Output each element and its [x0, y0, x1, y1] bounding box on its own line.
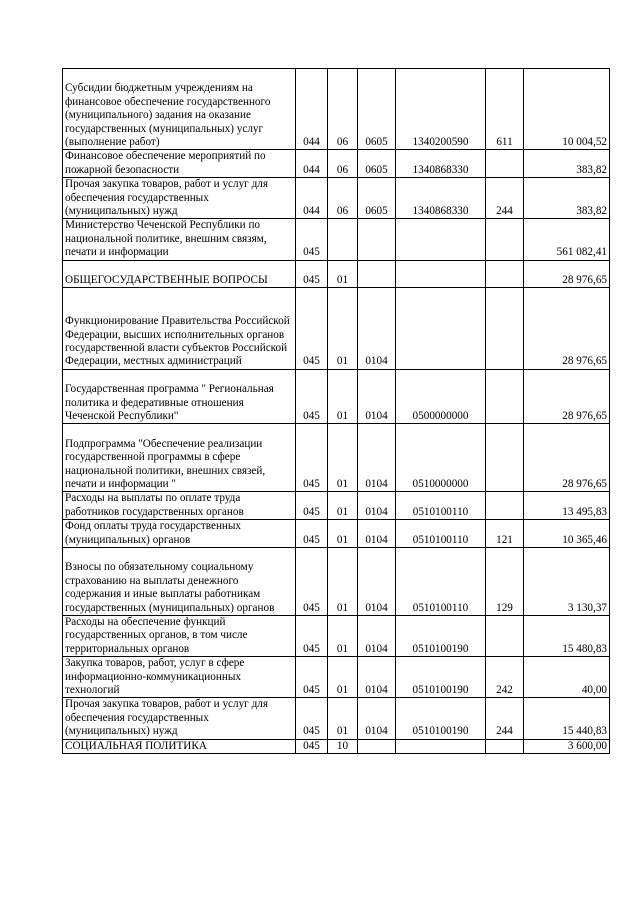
section-code-cell: 01: [328, 369, 358, 424]
table-row: [63, 178, 610, 219]
ministry-code-cell: 044: [296, 178, 328, 219]
table-row: [63, 657, 610, 698]
ministry-code-cell: 045: [296, 219, 328, 260]
target-article-cell: 1340868330: [396, 178, 486, 219]
ministry-code-cell: 045: [296, 548, 328, 616]
subsection-code-cell: 0104: [358, 616, 396, 657]
amount-cell: 28 976,65: [524, 288, 610, 369]
target-article-cell: [396, 219, 486, 260]
row-name-cell: Субсидии бюджетным учреждениям на финансовое обеспечение государственного (муниципального) задания на оказание государственных (муниципальных) услуг (выполнение работ): [63, 69, 296, 150]
target-article-cell: 0510100110: [396, 548, 486, 616]
table-row: [63, 219, 610, 260]
subsection-code-cell: 0104: [358, 548, 396, 616]
subsection-code-cell: 0605: [358, 150, 396, 178]
amount-cell: 28 976,65: [524, 369, 610, 424]
subsection-code-cell: 0104: [358, 288, 396, 369]
target-article-cell: 0510100190: [396, 657, 486, 698]
subsection-code-cell: [358, 219, 396, 260]
section-code-cell: 06: [328, 69, 358, 150]
expense-type-cell: [486, 616, 524, 657]
table-row: [63, 492, 610, 520]
row-name-cell: Функционирование Правительства Российской Федерации, высших исполнительных органов государственной власти субъектов Российской Федерации, местных администраций: [63, 288, 296, 369]
section-code-cell: 01: [328, 492, 358, 520]
amount-cell: 40,00: [524, 657, 610, 698]
subsection-code-cell: [358, 260, 396, 288]
expense-type-cell: [486, 260, 524, 288]
row-name-cell: Финансовое обеспечение мероприятий по пожарной безопасности: [63, 150, 296, 178]
table-row: [63, 520, 610, 548]
table-body: [63, 69, 610, 754]
table-row: [63, 260, 610, 288]
section-code-cell: 06: [328, 150, 358, 178]
row-name-cell: СОЦИАЛЬНАЯ ПОЛИТИКА: [63, 739, 296, 753]
row-name-cell: Взносы по обязательному социальному страхованию на выплаты денежного содержания и иные выплаты работникам государственных (муниципальных) органов: [63, 548, 296, 616]
budget-table: [62, 68, 610, 754]
section-code-cell: 01: [328, 288, 358, 369]
target-article-cell: [396, 288, 486, 369]
target-article-cell: 0500000000: [396, 369, 486, 424]
target-article-cell: [396, 739, 486, 753]
subsection-code-cell: 0605: [358, 178, 396, 219]
target-article-cell: 0510000000: [396, 424, 486, 492]
amount-cell: 383,82: [524, 150, 610, 178]
expense-type-cell: 244: [486, 178, 524, 219]
ministry-code-cell: 045: [296, 424, 328, 492]
expense-type-cell: [486, 739, 524, 753]
amount-cell: 3 600,00: [524, 739, 610, 753]
row-name-cell: Государственная программа " Региональная политика и федеративные отношения Чеченской Республики": [63, 369, 296, 424]
target-article-cell: 0510100110: [396, 492, 486, 520]
target-article-cell: 0510100190: [396, 698, 486, 739]
amount-cell: 15 440,83: [524, 698, 610, 739]
row-name-cell: Прочая закупка товаров, работ и услуг для обеспечения государственных (муниципальных) нужд: [63, 698, 296, 739]
table-row: [63, 288, 610, 369]
row-name-cell: Расходы на обеспечение функций государственных органов, в том числе территориальных органов: [63, 616, 296, 657]
ministry-code-cell: 045: [296, 369, 328, 424]
row-name-cell: ОБЩЕГОСУДАРСТВЕННЫЕ ВОПРОСЫ: [63, 260, 296, 288]
section-code-cell: 01: [328, 698, 358, 739]
table-row: [63, 69, 610, 150]
expense-type-cell: [486, 369, 524, 424]
row-name-cell: Закупка товаров, работ, услуг в сфере информационно-коммуникационных технологий: [63, 657, 296, 698]
expense-type-cell: [486, 424, 524, 492]
row-name-cell: Прочая закупка товаров, работ и услуг для обеспечения государственных (муниципальных) нужд: [63, 178, 296, 219]
amount-cell: 28 976,65: [524, 260, 610, 288]
expense-type-cell: 611: [486, 69, 524, 150]
amount-cell: 28 976,65: [524, 424, 610, 492]
ministry-code-cell: 044: [296, 69, 328, 150]
expense-type-cell: [486, 219, 524, 260]
ministry-code-cell: 045: [296, 260, 328, 288]
target-article-cell: [396, 260, 486, 288]
amount-cell: 10 365,46: [524, 520, 610, 548]
subsection-code-cell: 0104: [358, 369, 396, 424]
expense-type-cell: 242: [486, 657, 524, 698]
ministry-code-cell: 045: [296, 492, 328, 520]
expense-type-cell: 244: [486, 698, 524, 739]
subsection-code-cell: 0104: [358, 492, 396, 520]
ministry-code-cell: 045: [296, 520, 328, 548]
section-code-cell: 01: [328, 548, 358, 616]
ministry-code-cell: 045: [296, 288, 328, 369]
ministry-code-cell: 045: [296, 657, 328, 698]
ministry-code-cell: 045: [296, 616, 328, 657]
table-row: [63, 150, 610, 178]
amount-cell: 15 480,83: [524, 616, 610, 657]
row-name-cell: Министерство Чеченской Республики по национальной политике, внешним связям, печати и информации: [63, 219, 296, 260]
table-row: [63, 369, 610, 424]
amount-cell: 10 004,52: [524, 69, 610, 150]
table-row: [63, 739, 610, 753]
expense-type-cell: 129: [486, 548, 524, 616]
section-code-cell: 01: [328, 657, 358, 698]
amount-cell: 13 495,83: [524, 492, 610, 520]
ministry-code-cell: 045: [296, 739, 328, 753]
subsection-code-cell: 0104: [358, 657, 396, 698]
expense-type-cell: [486, 288, 524, 369]
row-name-cell: Фонд оплаты труда государственных (муниципальных) органов: [63, 520, 296, 548]
amount-cell: 383,82: [524, 178, 610, 219]
row-name-cell: Подпрограмма "Обеспечение реализации государственной программы в сфере национальной политики, внешних связей, печати и информации ": [63, 424, 296, 492]
expense-type-cell: 121: [486, 520, 524, 548]
target-article-cell: 0510100110: [396, 520, 486, 548]
section-code-cell: 01: [328, 616, 358, 657]
amount-cell: 3 130,37: [524, 548, 610, 616]
table-row: [63, 616, 610, 657]
table-row: [63, 698, 610, 739]
target-article-cell: 1340868330: [396, 150, 486, 178]
ministry-code-cell: 044: [296, 150, 328, 178]
section-code-cell: 06: [328, 178, 358, 219]
row-name-cell: Расходы на выплаты по оплате труда работников государственных органов: [63, 492, 296, 520]
amount-cell: 561 082,41: [524, 219, 610, 260]
subsection-code-cell: 0104: [358, 424, 396, 492]
section-code-cell: [328, 219, 358, 260]
target-article-cell: 0510100190: [396, 616, 486, 657]
ministry-code-cell: 045: [296, 698, 328, 739]
expense-type-cell: [486, 492, 524, 520]
subsection-code-cell: [358, 739, 396, 753]
section-code-cell: 01: [328, 260, 358, 288]
subsection-code-cell: 0104: [358, 520, 396, 548]
subsection-code-cell: 0104: [358, 698, 396, 739]
section-code-cell: 01: [328, 424, 358, 492]
section-code-cell: 10: [328, 739, 358, 753]
section-code-cell: 01: [328, 520, 358, 548]
table-row: [63, 424, 610, 492]
table-row: [63, 548, 610, 616]
subsection-code-cell: 0605: [358, 69, 396, 150]
target-article-cell: 1340200590: [396, 69, 486, 150]
expense-type-cell: [486, 150, 524, 178]
